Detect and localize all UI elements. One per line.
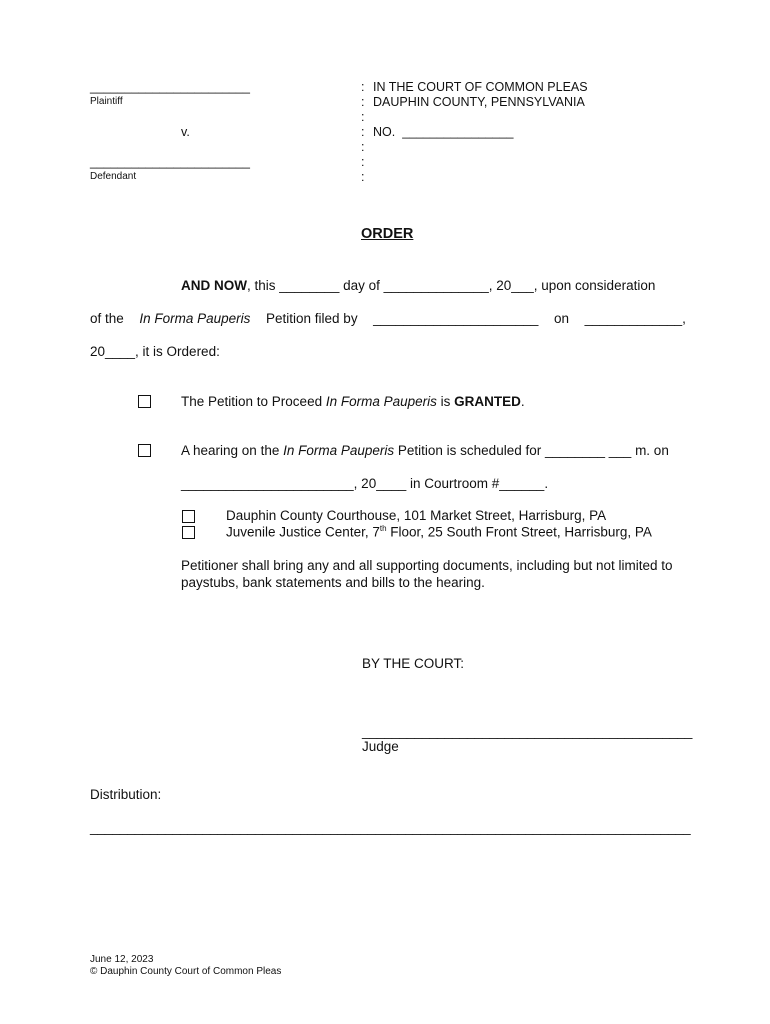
judge-label: Judge bbox=[362, 739, 399, 754]
court-name-line2: DAUPHIN COUNTY, PENNSYLVANIA bbox=[373, 95, 585, 109]
caption-colon: : bbox=[361, 110, 365, 124]
para2-petition-filed-by: Petition filed by bbox=[266, 311, 358, 326]
versus-label: v. bbox=[181, 125, 190, 139]
plaintiff-line: _______________________ bbox=[90, 80, 250, 94]
para2-of-the: of the bbox=[90, 311, 124, 326]
option1-post: . bbox=[520, 394, 525, 409]
granted-checkbox[interactable] bbox=[138, 395, 151, 408]
option1-ifp: In Forma Pauperis bbox=[325, 394, 437, 409]
caption-colon: : bbox=[361, 125, 365, 139]
caption-colon: : bbox=[361, 155, 365, 169]
option1-pre: The Petition to Proceed bbox=[181, 394, 326, 409]
defendant-line: _______________________ bbox=[90, 155, 250, 169]
para1-text: , this ________ day of ______________, 20___, upon consideration bbox=[247, 278, 656, 293]
option-granted-text bbox=[181, 394, 525, 409]
distribution-label: Distribution: bbox=[90, 787, 162, 802]
para2-blank-date: _____________, bbox=[584, 311, 686, 326]
distribution-line: ________________________________________________________________________________ bbox=[90, 820, 691, 835]
location-juvenile-center bbox=[226, 524, 652, 540]
juvenile-center-checkbox[interactable] bbox=[182, 526, 195, 539]
petitioner-note: Petitioner shall bring any and all supporting documents, including but not limited to paystubs, bank statements and bills to the hearing. bbox=[181, 558, 673, 590]
para2-ifp: In Forma Pauperis bbox=[139, 311, 251, 326]
location-courthouse: Dauphin County Courthouse, 101 Market Street, Harrisburg, PA bbox=[226, 508, 607, 523]
order-paragraph-3: 20____, it is Ordered: bbox=[90, 344, 220, 359]
case-number-label: NO. bbox=[373, 125, 396, 139]
defendant-label: Defendant bbox=[90, 171, 137, 182]
caption-colon: : bbox=[361, 80, 365, 94]
loc2-sup: th bbox=[379, 524, 387, 533]
footer-copyright: © Dauphin County Court of Common Pleas bbox=[90, 966, 282, 977]
by-the-court: BY THE COURT: bbox=[362, 656, 465, 671]
order-paragraph-2 bbox=[90, 311, 686, 326]
judge-signature-line: ____________________________________________ bbox=[362, 724, 693, 739]
option2-post: Petition is scheduled for ________ ___ m. on bbox=[394, 443, 669, 458]
case-number-field bbox=[373, 125, 513, 139]
loc2-post: Floor, 25 South Front Street, Harrisburg, PA bbox=[386, 524, 652, 540]
option1-mid: is bbox=[436, 394, 455, 409]
and-now-text: AND NOW bbox=[181, 278, 247, 293]
option-hearing-text bbox=[181, 443, 669, 458]
caption-colon: : bbox=[361, 170, 365, 184]
option2-pre: A hearing on the bbox=[181, 443, 284, 458]
caption-colon: : bbox=[361, 95, 365, 109]
hearing-checkbox[interactable] bbox=[138, 444, 151, 457]
para2-on: on bbox=[553, 311, 569, 326]
granted-text: GRANTED bbox=[454, 394, 521, 409]
caption-colon: : bbox=[361, 140, 365, 154]
order-title: ORDER bbox=[361, 226, 414, 242]
plaintiff-label: Plaintiff bbox=[90, 96, 123, 107]
footer-date: June 12, 2023 bbox=[90, 954, 154, 965]
option-hearing-line2: _______________________, 20____ in Courtroom #______. bbox=[181, 476, 549, 491]
para2-blank-filer: ______________________ bbox=[373, 311, 539, 326]
case-number-line: ________________ bbox=[402, 125, 514, 139]
court-name-line1: IN THE COURT OF COMMON PLEAS bbox=[373, 80, 588, 94]
courthouse-checkbox[interactable] bbox=[182, 510, 195, 523]
option2-ifp: In Forma Pauperis bbox=[283, 443, 395, 458]
loc2-pre: Juvenile Justice Center, 7 bbox=[226, 524, 380, 540]
order-paragraph-1 bbox=[181, 278, 655, 293]
